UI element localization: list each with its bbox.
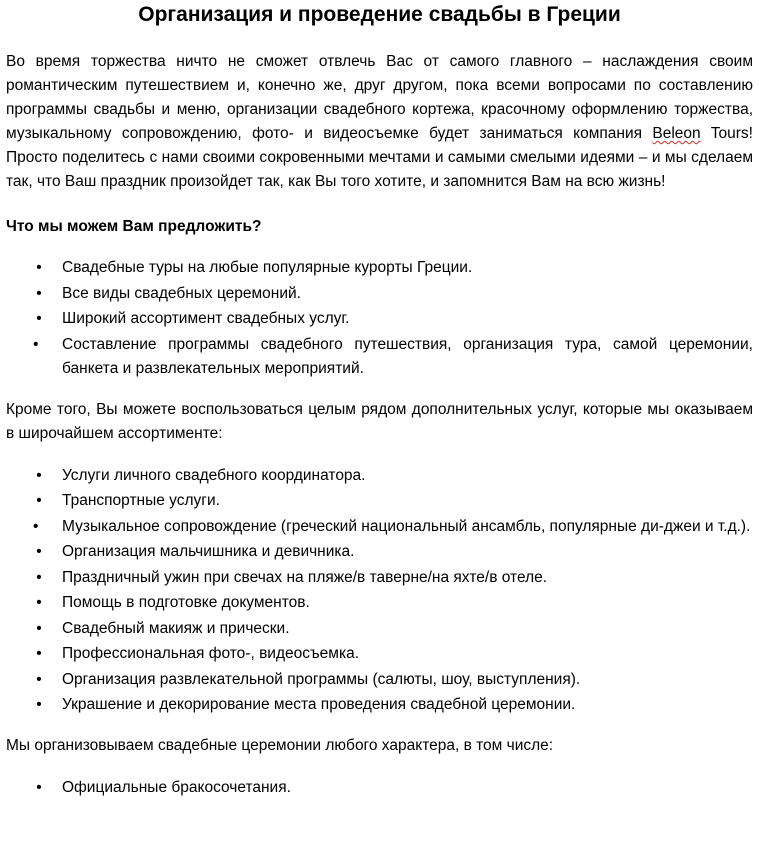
bullet-icon: • xyxy=(33,335,39,353)
list-item xyxy=(36,282,753,306)
intro-brand-word: Beleon xyxy=(652,125,701,142)
list-item xyxy=(36,693,753,717)
bullet-icon: • xyxy=(36,568,42,586)
intro-text-end: Tours! Просто поделитесь с нами своими сокровенными мечтами и самыми смелыми идеями – и мы сделаем так, что Ваш праздник произойдет так, как Вы того хотите, и запомнится Вам на всю жизнь! xyxy=(6,125,753,190)
intro-paragraph xyxy=(6,50,753,194)
list-item xyxy=(33,333,753,381)
bullet-icon: • xyxy=(36,259,42,276)
bullet-icon: • xyxy=(36,310,42,327)
bullet-icon: • xyxy=(36,670,42,688)
bullet-icon: • xyxy=(36,543,42,560)
list-item-text: Составление программы свадебного путешествия, организация тура, самой церемонии, банкета и развлекательных мероприятий. xyxy=(62,335,753,377)
bullet-icon: • xyxy=(36,594,42,611)
list-item xyxy=(33,515,753,539)
list-item-text: Организация развлекательной программы (салюты, шоу, выступления). xyxy=(62,670,581,688)
list-item-text: Услуги личного свадебного координатора. xyxy=(62,466,366,484)
intro-text-start: Во время торжества ничто не сможет отвлечь Вас от самого главного – наслаждения своим романтическим путешествием и, конечно же, друг другом, пока всеми вопросами по составлению программы свадьбы и меню, организации свадебного кортежа, красочному оформлению торжества, музыкальному сопровождению, фото- и видеосъемке будет заниматься компания xyxy=(6,53,753,142)
list-item xyxy=(36,617,753,641)
additional-services-list xyxy=(6,464,753,718)
bullet-icon: • xyxy=(36,779,42,796)
list-item-text: Все виды свадебных церемоний. xyxy=(62,284,301,302)
list-item-text: Музыкальное сопровождение (греческий национальный ансамбль, популярные ди-джеи и т.д.). xyxy=(62,517,751,535)
list-item xyxy=(36,540,753,564)
list-item xyxy=(36,489,753,513)
ceremony-types-paragraph: Мы организовываем свадебные церемонии любого характера, в том числе: xyxy=(6,737,554,754)
bullet-icon: • xyxy=(36,645,42,662)
list-item-text: Профессиональная фото-, видеосъемка. xyxy=(62,645,360,662)
bullet-icon: • xyxy=(36,284,42,302)
offer-list xyxy=(6,256,753,381)
bullet-icon: • xyxy=(33,517,39,535)
bullet-icon: • xyxy=(36,466,42,484)
additional-services-paragraph: Кроме того, Вы можете воспользоваться целым рядом дополнительных услуг, которые мы оказываем в широчайшем ассортименте: xyxy=(6,400,753,442)
list-item-text: Свадебный макияж и прически. xyxy=(62,619,290,637)
list-item-text: Транспортные услуги. xyxy=(62,492,220,509)
list-item-text: Украшение и декорирование места проведения свадебной церемонии. xyxy=(62,696,576,713)
list-item-text: Организация мальчишника и девичника. xyxy=(62,543,355,560)
list-item-text: Официальные бракосочетания. xyxy=(62,779,291,796)
list-item xyxy=(36,776,753,800)
ceremony-types-list xyxy=(6,776,753,800)
list-item xyxy=(36,668,753,692)
list-item-text: Свадебные туры на любые популярные курорты Греции. xyxy=(62,259,473,276)
list-item xyxy=(36,566,753,590)
bullet-icon: • xyxy=(36,619,42,637)
list-item-text: Помощь в подготовке документов. xyxy=(62,594,310,611)
list-item xyxy=(36,307,753,331)
list-item-text: Широкий ассортимент свадебных услуг. xyxy=(62,310,350,327)
list-item xyxy=(36,464,753,488)
offer-question-heading: Что мы можем Вам предложить? xyxy=(6,218,262,235)
list-item xyxy=(36,256,753,280)
list-item-text: Праздничный ужин при свечах на пляже/в таверне/на яхте/в отеле. xyxy=(62,568,548,586)
document-title: Организация и проведение свадьбы в Греции xyxy=(138,3,621,26)
bullet-icon: • xyxy=(36,696,42,713)
bullet-icon: • xyxy=(36,492,42,509)
list-item xyxy=(36,642,753,666)
list-item xyxy=(36,591,753,615)
